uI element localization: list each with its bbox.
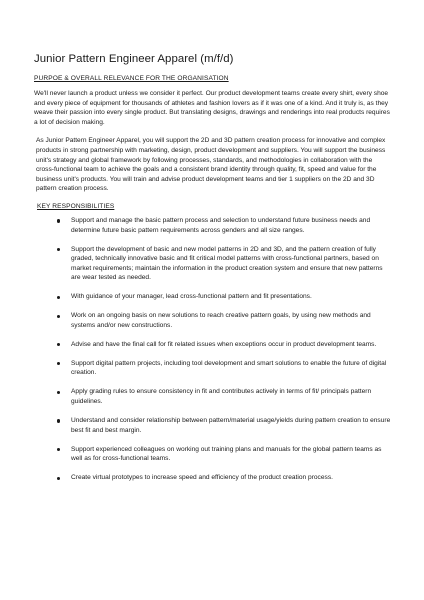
list-item	[34, 473, 391, 483]
bullet-icon	[57, 296, 60, 299]
list-item	[34, 216, 391, 235]
list-item-text: Support experienced colleagues on working out training plans and manuals for the global pattern teams as well as for cross-functional teams.	[71, 445, 382, 463]
bullet-icon	[57, 219, 60, 222]
bullet-icon	[57, 343, 60, 346]
list-item	[34, 245, 391, 283]
role-paragraph: As Junior Pattern Engineer Apparel, you will support the 2D and 3D pattern creation process for innovative and complex products in strong partnership with marketing, design, product development and suppliers. You will support the business unit's strategy and global framework by following processes, standards, and methodologies in collaboration with the cross-functional team to achieve the goals and a consistent brand identity through quality, fit, speed and value for the business unit's products. You will train and advise product development teams and tier 1 suppliers on the 2D and 3D pattern creation process.	[36, 137, 386, 193]
list-item	[34, 387, 391, 406]
list-item-text: Support the development of basic and new model patterns in 2D and 3D, and the pattern creation of fully graded, technically innovative basic and fit critical model patterns with cross-functional partners, based on market requirements; maintain the information in the product creation system and ensure that new patterns are wear tested as needed.	[71, 245, 383, 282]
bullet-icon	[57, 248, 60, 251]
list-item-text: Support digital pattern projects, including tool development and smart solutions to enable the future of digital creation.	[71, 359, 387, 377]
responsibilities-heading: KEY RESPONSIBILITIES	[37, 202, 115, 210]
responsibilities-list	[34, 216, 391, 483]
list-item	[34, 416, 391, 435]
bullet-icon	[57, 391, 60, 394]
page-title: Junior Pattern Engineer Apparel (m/f/d)	[34, 53, 234, 65]
list-item	[34, 445, 391, 464]
list-item-text: Support and manage the basic pattern process and selection to understand future business needs and determine future basic pattern requirements across genders and all size ranges.	[71, 216, 371, 234]
list-item-text: Apply grading rules to ensure consistency in fit and contributes actively in terms of fit/ principals pattern guidelines.	[71, 388, 372, 405]
list-item-text: Understand and consider relationship between pattern/material usage/yields during pattern creation to ensure best fit and best margin.	[71, 416, 391, 434]
list-item-text: Work on an ongoing basis on new solutions to reach creative pattern goals, by using new methods and systems and/or new constructions.	[71, 312, 371, 329]
list-item-text: Create virtual prototypes to increase speed and efficiency of the product creation process.	[71, 474, 333, 482]
bullet-icon	[57, 477, 60, 480]
list-item	[34, 292, 391, 302]
list-item-text: With guidance of your manager, lead cross-functional pattern and fit presentations.	[71, 293, 312, 301]
bullet-icon	[57, 448, 60, 451]
bullet-icon	[57, 315, 60, 318]
intro-paragraph: We'll never launch a product unless we consider it perfect. Our product development teams create every shirt, every shoe and every piece of equipment for thousands of athletes and fashion lovers as if it was one of a kind. And it truly is, as they weave their passion into every single product. But translating designs, drawings and renderings into real products requires a lot of decision making.	[34, 90, 390, 126]
purpose-heading: PURPOE & OVERALL RELEVANCE FOR THE ORGANISATION	[34, 75, 229, 82]
list-item	[34, 359, 391, 378]
list-item-text: Advise and have the final call for fit related issues when exceptions occur in product development teams.	[71, 340, 377, 348]
bullet-icon	[57, 362, 60, 365]
list-item	[34, 311, 391, 330]
bullet-icon	[57, 419, 60, 422]
list-item	[34, 340, 391, 350]
